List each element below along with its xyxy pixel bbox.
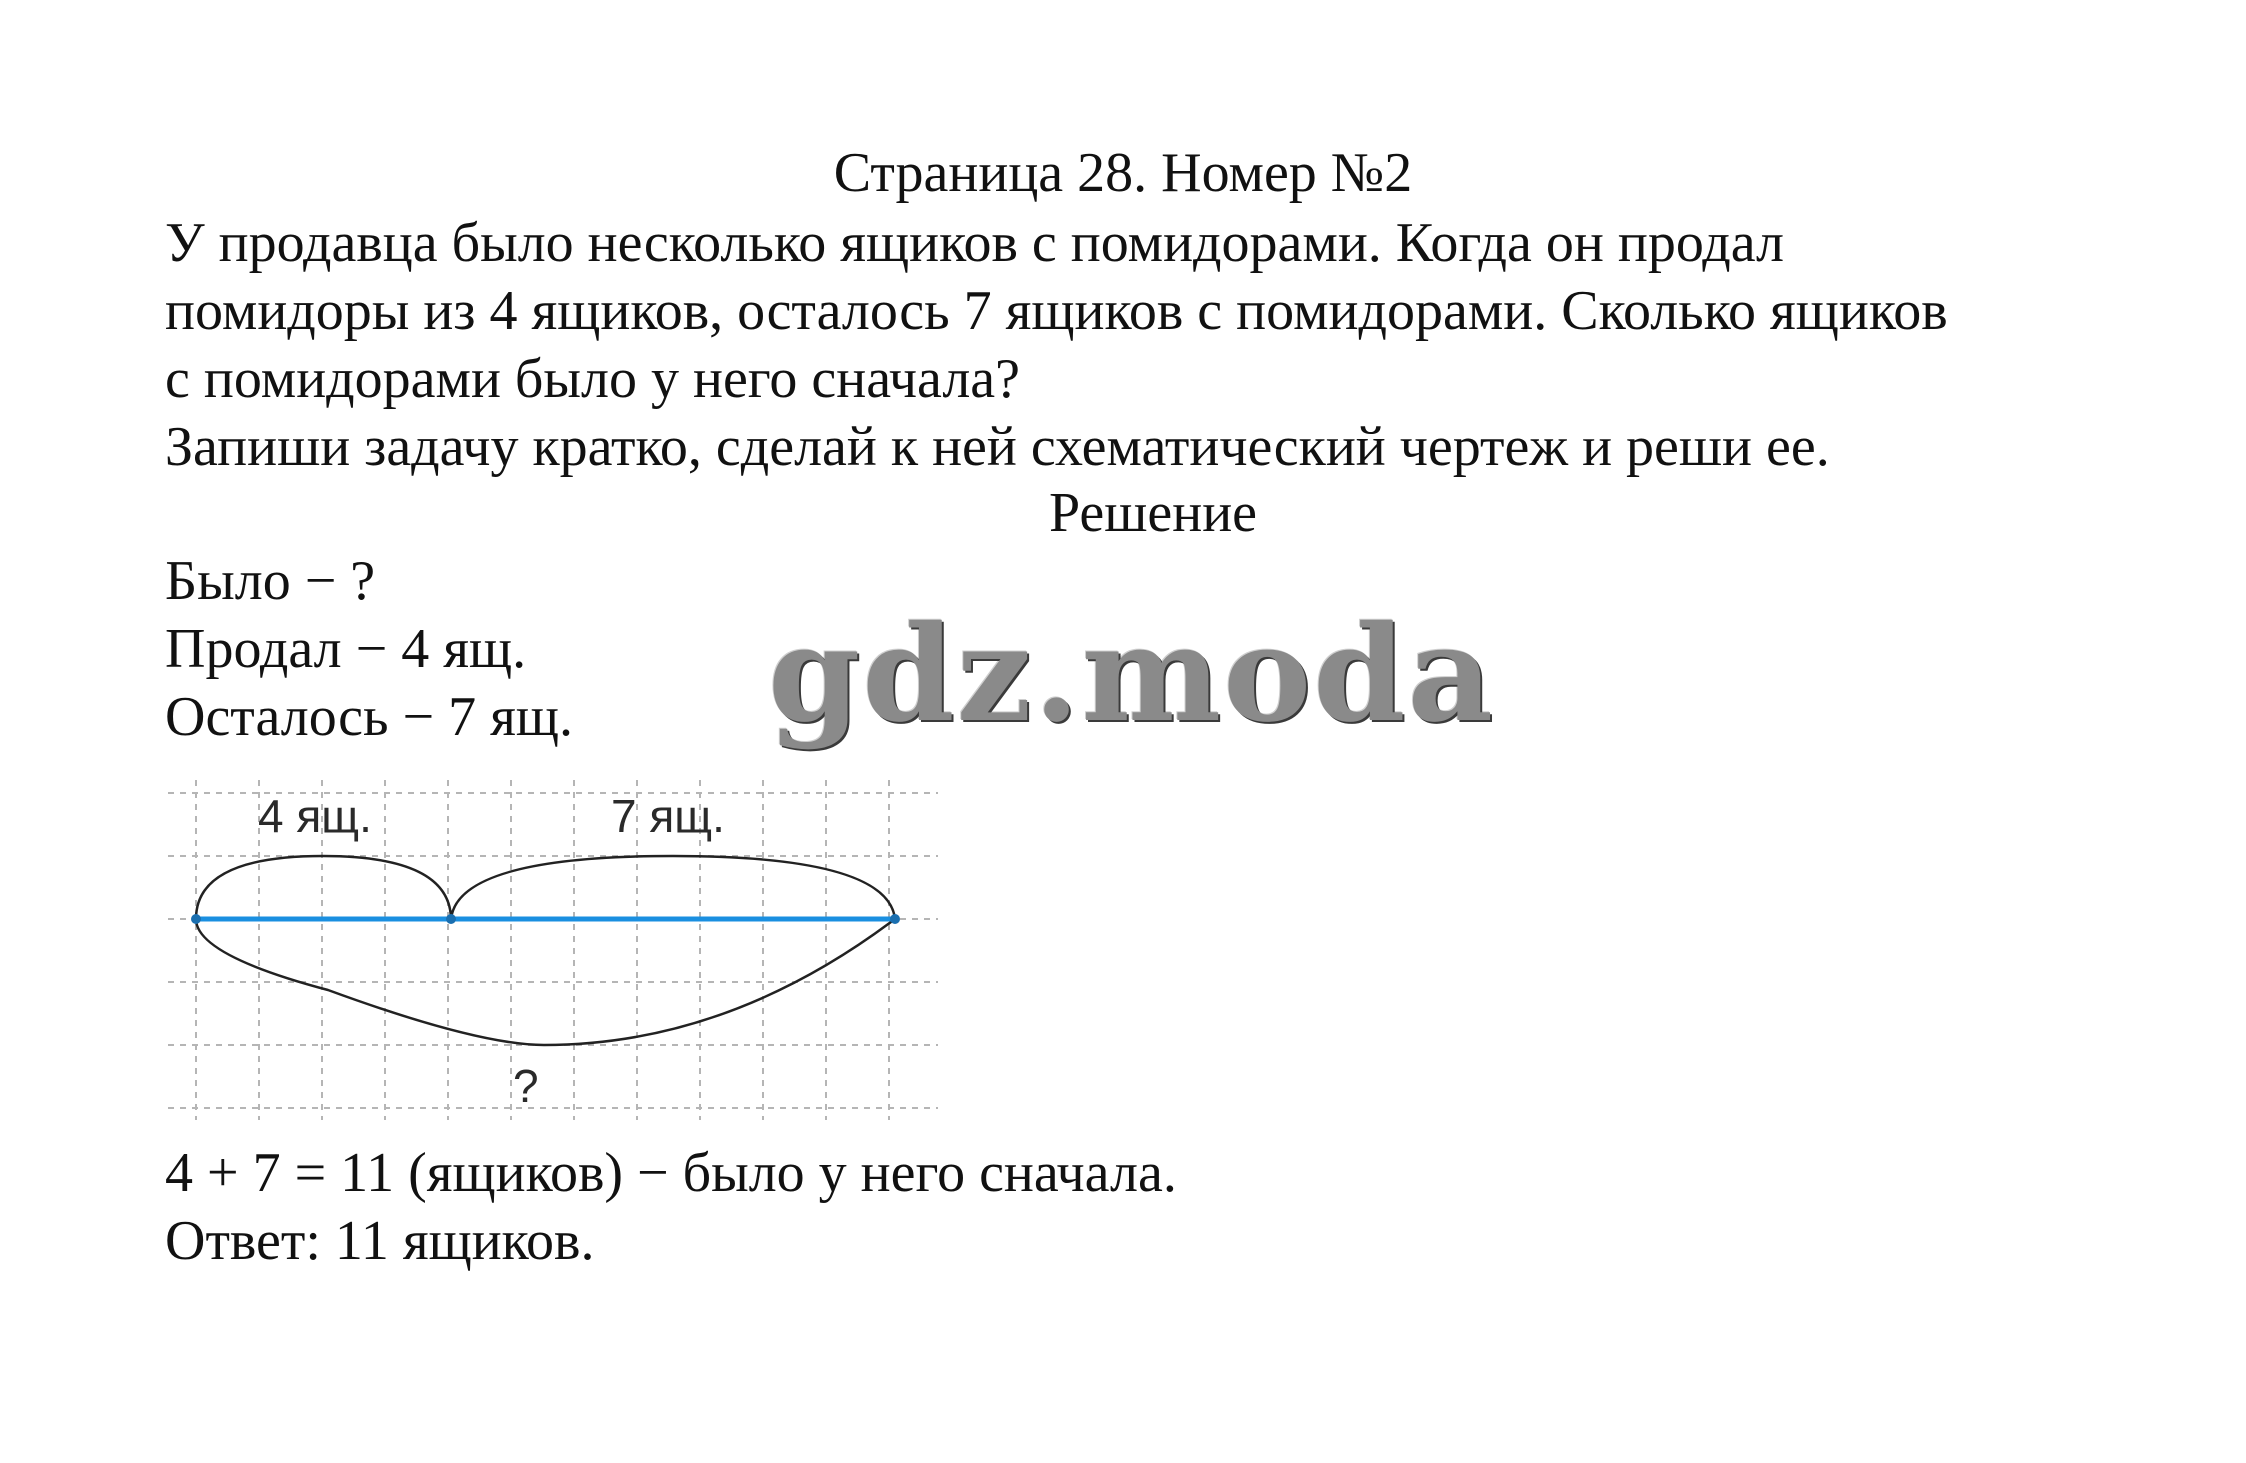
schematic-diagram — [168, 780, 948, 1130]
segment-point-start — [191, 914, 201, 924]
short-record-was: Было − ? — [165, 550, 376, 612]
label-total-unknown: ? — [513, 1060, 539, 1112]
task-line-1: У продавца было несколько ящиков с помидорами. Когда он продал — [165, 212, 1784, 274]
solution-heading: Решение — [1048, 482, 1258, 544]
label-4-boxes: 4 ящ. — [258, 790, 372, 842]
watermark-logo: gdz.moda — [768, 597, 1496, 752]
segment-point-middle — [446, 914, 456, 924]
task-line-3: с помидорами было у него сначала? — [165, 348, 1020, 410]
answer-line: Ответ: 11 ящиков. — [165, 1210, 595, 1272]
calculation-line: 4 + 7 = 11 (ящиков) − было у него сначала. — [165, 1142, 1177, 1204]
right-arc — [451, 856, 895, 919]
short-record-left: Осталось − 7 ящ. — [165, 686, 573, 748]
task-line-4: Запиши задачу кратко, сделай к ней схематический чертеж и реши ее. — [165, 416, 1830, 478]
left-arc — [196, 856, 451, 919]
task-line-2: помидоры из 4 ящиков, осталось 7 ящиков с помидорами. Сколько ящиков — [165, 280, 1948, 342]
segment-point-end — [890, 914, 900, 924]
short-record-sold: Продал − 4 ящ. — [165, 618, 527, 680]
page-title: Страница 28. Номер №2 — [833, 142, 1413, 204]
label-7-boxes: 7 ящ. — [611, 790, 725, 842]
